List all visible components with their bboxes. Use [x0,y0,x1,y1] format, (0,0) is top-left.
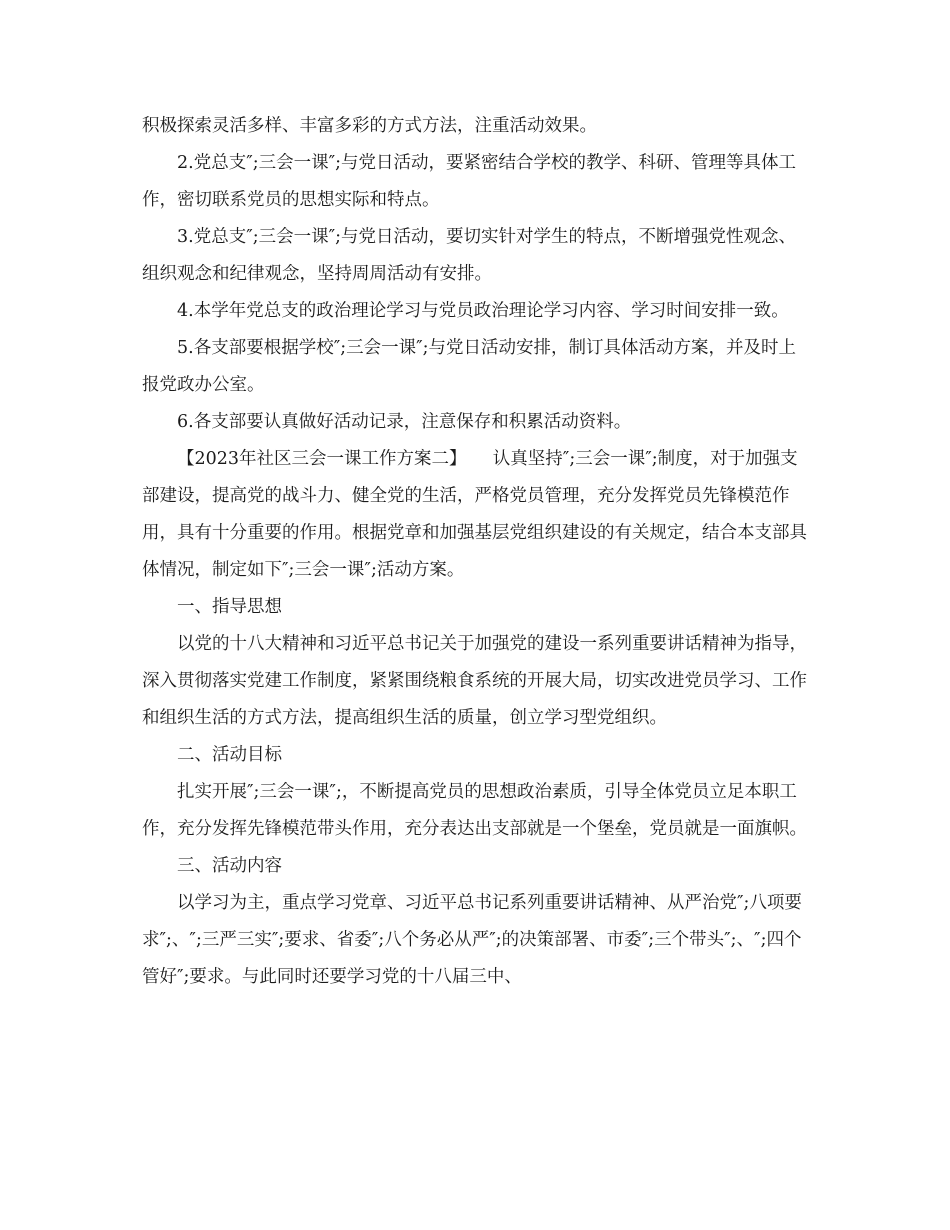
document-body [142,108,807,996]
paragraph-activity-goal: 扎实开展″;三会一课″;，不断提高党员的思想政治素质，引导全体党员立足本职工作，充分发挥先锋模范带头作用，充分表达出支部就是一个堡垒，党员就是一面旗帜。 [142,782,807,839]
paragraph-item-5: 5.各支部要根据学校″;三会一课″;与党日活动安排，制订具体活动方案，并及时上报党政办公室。 [142,338,797,395]
section-heading-activity-goal: 二、活动目标 [177,745,282,765]
paragraph-item-6: 6.各支部要认真做好活动记录，注意保存和积累活动资料。 [177,412,632,432]
section-heading-activity-content: 三、活动内容 [177,856,282,876]
paragraph-guiding-thought: 以党的十八大精神和习近平总书记关于加强党的建设一系列重要讲话精神为指导，深入贯彻落实党建工作制度，紧紧围绕粮食系统的开展大局，切实改进党员学习、工作和组织生活的方式方法，提高组织生活的质量，创立学习型党组织。 [142,634,807,728]
section-heading-guiding-thought: 一、指导思想 [177,597,282,617]
paragraph-continuation: 积极探索灵活多样、丰富多彩的方式方法，注重活动效果。 [142,116,597,136]
paragraph-activity-content: 以学习为主，重点学习党章、习近平总书记系列重要讲话精神、从严治党″;八项要求″;、″;三严三实″;要求、省委″;八个务必从严″;的决策部署、市委″;三个带头″;、″;四个管好″;要求。与此同时还要学习党的十八届三中、 [142,893,802,987]
paragraph-item-2: 2.党总支″;三会一课″;与党日活动，要紧密结合学校的教学、科研、管理等具体工作，密切联系党员的思想实际和特点。 [142,153,797,210]
paragraph-item-4: 4.本学年党总支的政治理论学习与党员政治理论学习内容、学习时间安排一致。 [177,301,789,321]
paragraph-plan-two-intro: 【2023年社区三会一课工作方案二】 认真坚持″;三会一课″;制度，对于加强支部建设，提高党的战斗力、健全党的生活，严格党员管理，充分发挥党员先锋模范作用，具有十分重要的作用。根据党章和加强基层党组织建设的有关规定，结合本支部具体情况，制定如下″;三会一课″;活动方案。 [142,449,807,580]
paragraph-item-3: 3.党总支″;三会一课″;与党日活动，要切实针对学生的特点，不断增强党性观念、组织观念和纪律观念，坚持周周活动有安排。 [142,227,797,284]
